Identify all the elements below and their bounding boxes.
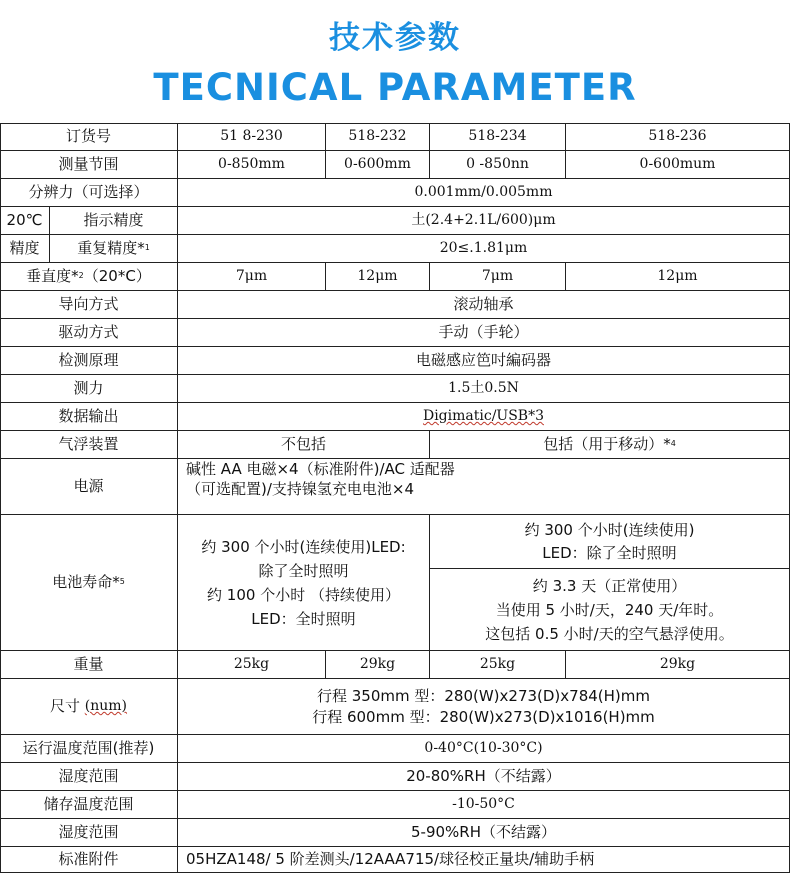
dimensions-label [0, 679, 178, 735]
battery-right-bottom-line-3: 这包括 0.5 小时/天的空气悬浮使用。 [485, 624, 734, 643]
order-number-value-3: 518-234 [430, 123, 566, 151]
range-value-4: 0-600mum [566, 151, 790, 179]
footnote-1-marker: 1 [144, 243, 150, 253]
air-float-label: 气浮装置 [0, 431, 178, 459]
accuracy-group-label: 精度 [0, 235, 50, 263]
resolution-label: 分辨力（可选择） [0, 179, 178, 207]
battery-right-top-line-1: 约 300 个小时(连续使用) [524, 521, 695, 539]
power-label: 电源 [0, 459, 178, 515]
indication-accuracy-label: 指示精度 [50, 207, 178, 235]
footnote-2-marker: 2 [78, 271, 84, 281]
range-value-2: 0-600mm [326, 151, 430, 179]
dimensions-line-2: 行程 600mm 型：280(W)x273(D)x1016(H)mm [312, 707, 655, 726]
page-title-english: TECNICAL PARAMETER [153, 66, 637, 109]
principle-value: 电磁感应笆吋編码器 [178, 347, 790, 375]
battery-life-float-normal [430, 569, 790, 651]
perpendicularity-label [0, 263, 178, 291]
footnote-5-marker: 5 [119, 577, 125, 587]
battery-right-bottom-line-2: 当使用 5 小时/天，240 天/年时。 [495, 600, 724, 619]
repeatability-label [50, 235, 178, 263]
weight-value-3: 25kg [430, 651, 566, 679]
battery-life-label [0, 515, 178, 651]
footnote-4-marker: 4 [670, 439, 676, 449]
storage-humidity-value: 5-90%RH（不结露） [178, 819, 790, 847]
drive-label: 驱动方式 [0, 319, 178, 347]
air-float-included [430, 431, 790, 459]
perpendicularity-value-3: 7μm [430, 263, 566, 291]
dimensions-line-1: 行程 350mm 型：280(W)x273(D)x784(H)mm [316, 687, 651, 706]
principle-label: 检测原理 [0, 347, 178, 375]
battery-left-line-3: 约 100 个小时 （持续使用） [207, 585, 400, 604]
order-number-value-4: 518-236 [566, 123, 790, 151]
weight-label: 重量 [0, 651, 178, 679]
resolution-value: 0.001mm/0.005mm [178, 179, 790, 207]
battery-life-non-float [178, 515, 430, 651]
storage-humidity-label: 湿度范围 [0, 819, 178, 847]
operating-temp-value: 0-40°C(10-30°C) [178, 735, 790, 763]
battery-life-float-continuous [430, 515, 790, 569]
storage-temp-value: -10-50°C [178, 791, 790, 819]
weight-value-2: 29kg [326, 651, 430, 679]
perpendicularity-value-2: 12μm [326, 263, 430, 291]
air-float-excluded: 不包括 [178, 431, 430, 459]
order-number-value-1: 51 8-230 [178, 123, 326, 151]
power-line-2: （可选配置)/支持镍氢充电电池×4 [186, 480, 415, 499]
output-label: 数据输出 [0, 403, 178, 431]
drive-value: 手动（手轮） [178, 319, 790, 347]
repeatability-value: 20≤.1.81μm [178, 235, 790, 263]
battery-right-bottom-line-1: 约 3.3 天（正常使用） [532, 576, 687, 595]
repeatability-label-text: 重复精度* [77, 239, 145, 258]
perpendicularity-value-4: 12μm [566, 263, 790, 291]
indication-accuracy-value: 土(2.4+2.1L/600)μm [178, 207, 790, 235]
range-value-3: 0 -850nn [430, 151, 566, 179]
order-number-value-2: 518-232 [326, 123, 430, 151]
perpendicularity-value-1: 7μm [178, 263, 326, 291]
storage-temp-label: 储存温度范围 [0, 791, 178, 819]
battery-life-label-text: 电池寿命* [52, 573, 120, 592]
range-value-1: 0-850mm [178, 151, 326, 179]
power-value [178, 459, 790, 515]
page-title-chinese: 技术参数 [329, 20, 461, 56]
output-value [178, 403, 790, 431]
guide-value: 滚动轴承 [178, 291, 790, 319]
weight-value-1: 25kg [178, 651, 326, 679]
operating-temp-label: 运行温度范围(推荐) [0, 735, 178, 763]
force-label: 测力 [0, 375, 178, 403]
output-value-text: Digimatic/USB*3 [422, 408, 544, 425]
weight-value-4: 29kg [566, 651, 790, 679]
dimensions-value [178, 679, 790, 735]
operating-humidity-label: 湿度范围 [0, 763, 178, 791]
air-float-included-text: 包括（用于移动）* [543, 435, 671, 454]
guide-label: 导向方式 [0, 291, 178, 319]
power-line-1: 碱性 AA 电磁×4（标准附件)/AC 适配器 [186, 460, 455, 478]
dimensions-label-unit: (num) [84, 698, 128, 715]
battery-left-line-2: 除了全时照明 [258, 561, 349, 580]
accuracy-temp-label: 20℃ [0, 207, 50, 235]
accessories-value: 05HZA148/ 5 阶差测头/12AAA715/球径校正量块/辅助手柄 [178, 847, 790, 873]
battery-right-top-line-2: LED：除了全时照明 [542, 543, 677, 562]
battery-left-line-1: 约 300 个小时(连续使用)LED: [201, 537, 406, 556]
dimensions-label-text: 尺寸 [49, 697, 80, 716]
force-value: 1.5土0.5N [178, 375, 790, 403]
perpendicularity-label-suffix: （20*C） [83, 267, 151, 286]
operating-humidity-value: 20-80%RH（不结露） [178, 763, 790, 791]
perpendicularity-label-text: 垂直度* [26, 267, 79, 286]
order-number-label: 订货号 [0, 123, 178, 151]
accessories-label: 标准附件 [0, 847, 178, 873]
range-label: 测量节围 [0, 151, 178, 179]
battery-left-line-4: LED：全时照明 [251, 609, 356, 628]
